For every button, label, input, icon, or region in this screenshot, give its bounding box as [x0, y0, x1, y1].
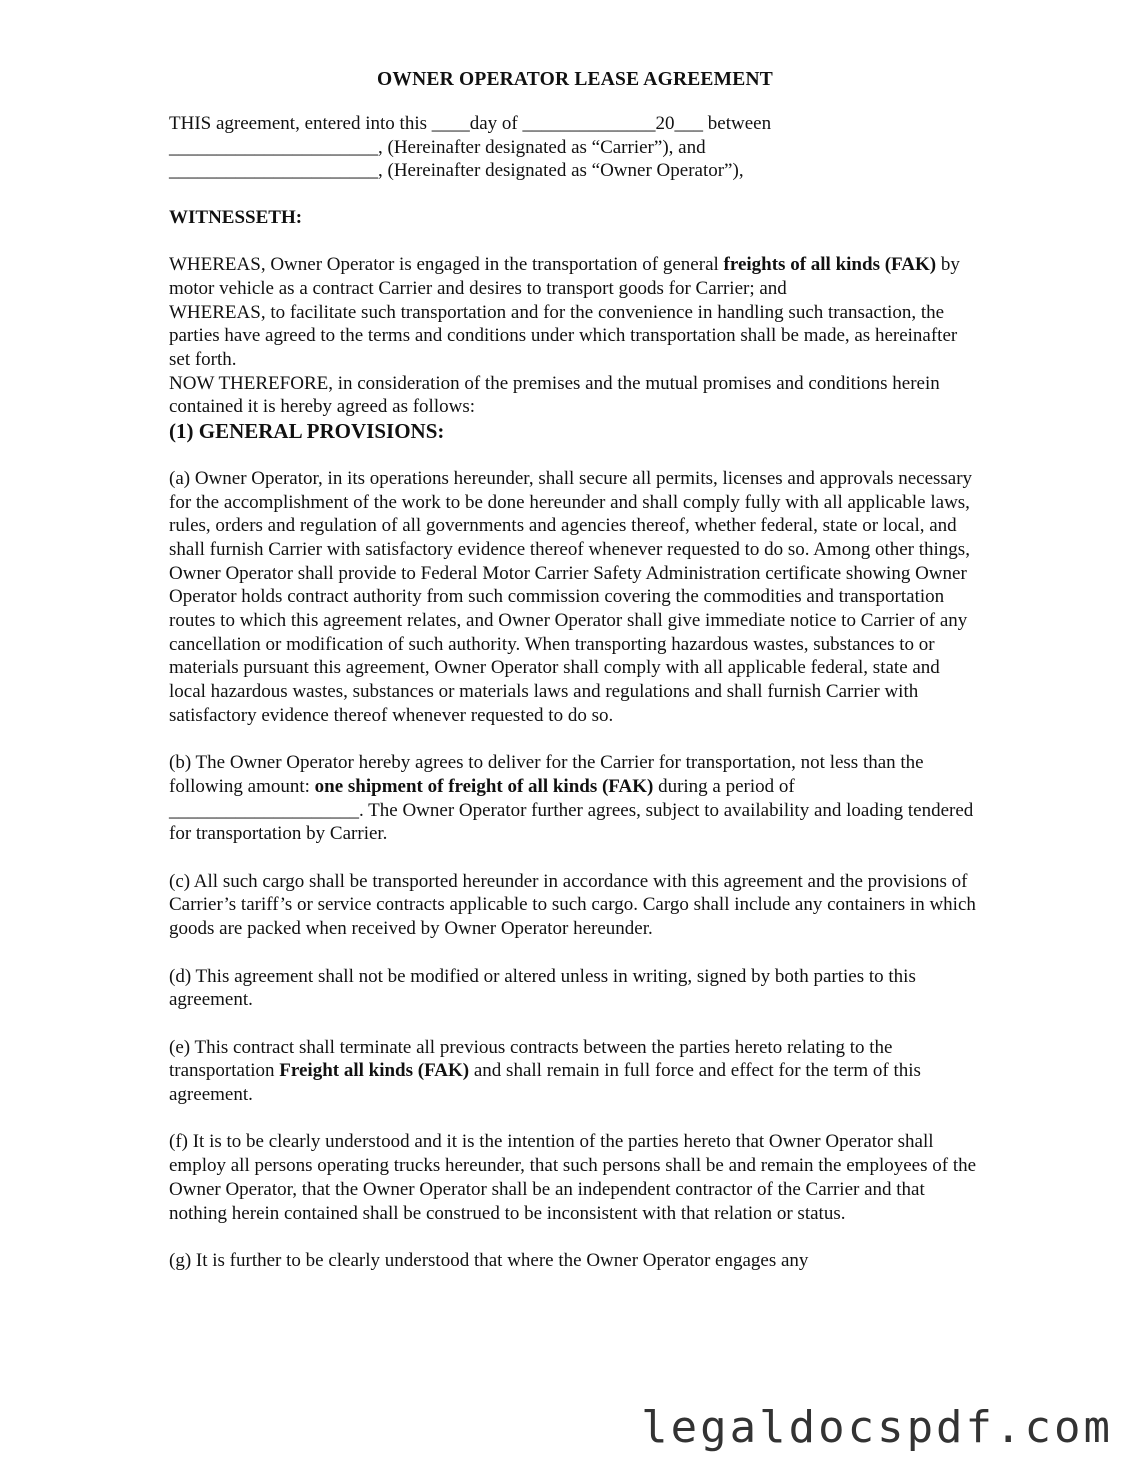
whereas-paragraph-2: WHEREAS, to facilitate such transportation and for the convenience in handling such transaction, the parties have agreed to the terms and conditions under which transportation shall be made, as hereinafter set forth. — [169, 301, 958, 370]
intro-block — [169, 112, 981, 183]
watermark: legaldocspdf.com — [641, 1402, 1113, 1453]
intro-line-2: ______________________, (Hereinafter designated as “Carrier”), and — [169, 136, 706, 158]
intro-line-1: THIS agreement, entered into this ____day of ______________20___ between — [169, 113, 772, 134]
clause-f: (f) It is to be clearly understood and it is the intention of the parties hereto that Owner Operator shall employ all persons operating trucks hereunder, that such persons shall be and remain the employees of the Owner Operator, that the Owner Operator shall be an independent contractor of the Carrier and that nothing herein contained shall be construed to be inconsistent with that relation or status. — [169, 1131, 977, 1224]
clause-e — [169, 1036, 981, 1107]
whereas-paragraph-1 — [169, 253, 981, 300]
witnesseth-heading: WITNESSETH: — [169, 206, 303, 228]
whereas-1-text: WHEREAS, Owner Operator is engaged in the transportation of general — [169, 254, 724, 276]
section-1-heading: (1) GENERAL PROVISIONS: — [169, 419, 445, 444]
clause-e-text: (e) This contract shall terminate all previous contracts between the parties hereto relating to the transportation — [169, 1036, 893, 1082]
whereas-1-bold: freights of all kinds (FAK) — [723, 254, 937, 276]
clause-c: (c) All such cargo shall be transported hereunder in accordance with this agreement and the provisions of Carrier’s tariff’s or service contracts applicable to such cargo. Cargo shall include any containers in which goods are packed when received by Owner Operator hereunder. — [169, 870, 976, 940]
clause-e-bold: Freight all kinds (FAK) — [279, 1060, 470, 1082]
intro-line-3: ______________________, (Hereinafter designated as “Owner Operator”), — [169, 160, 744, 182]
clause-b-text-end: during a period of ____________________. The Owner Operator further agrees, subject to availability and loading tendered for transportation by Carrier. — [169, 775, 974, 845]
now-therefore-paragraph: NOW THEREFORE, in consideration of the premises and the mutual promises and conditions herein contained it is hereby agreed as follows: — [169, 372, 940, 418]
clause-d: (d) This agreement shall not be modified or altered unless in writing, signed by both parties to this agreement. — [169, 965, 916, 1011]
clause-g: (g) It is further to be clearly understood that where the Owner Operator engages any — [169, 1249, 809, 1271]
document-page — [169, 67, 981, 1273]
document-title: OWNER OPERATOR LEASE AGREEMENT — [377, 69, 773, 90]
clause-b-text: (b) The Owner Operator hereby agrees to deliver for the Carrier for transportation, not less than the following amount: — [169, 752, 924, 797]
clause-e-text-end: and shall remain in full force and effect for the term of this agreement. — [169, 1060, 921, 1106]
clause-b-bold: one shipment of freight of all kinds (FAK) — [314, 775, 654, 797]
clause-a: (a) Owner Operator, in its operations hereunder, shall secure all permits, licenses and approvals necessary for the accomplishment of the work to be done hereunder and shall comply fully with all applicable laws, rules, orders and regulation of all governments and agencies thereof, whether federal, state or local, and shall furnish Carrier with satisfactory evidence thereof whenever requested to do so. Among other things, Owner Operator shall provide to Federal Motor Carrier Safety Administration certificate showing Owner Operator holds contract authority from such commission covering the commodities and transportation routes to which this agreement relates, and Owner Operator shall give immediate notice to Carrier of any cancellation or modification of such authority. When transporting hazardous wastes, substances to or materials pursuant this agreement, Owner Operator shall comply with all applicable federal, state and local hazardous wastes, substances or materials laws and regulations and shall furnish Carrier with satisfactory evidence thereof whenever requested to do so. — [169, 467, 973, 726]
clause-b — [169, 751, 981, 846]
whereas-1-text-end: by motor vehicle as a contract Carrier and desires to transport goods for Carrier; and — [169, 254, 960, 299]
